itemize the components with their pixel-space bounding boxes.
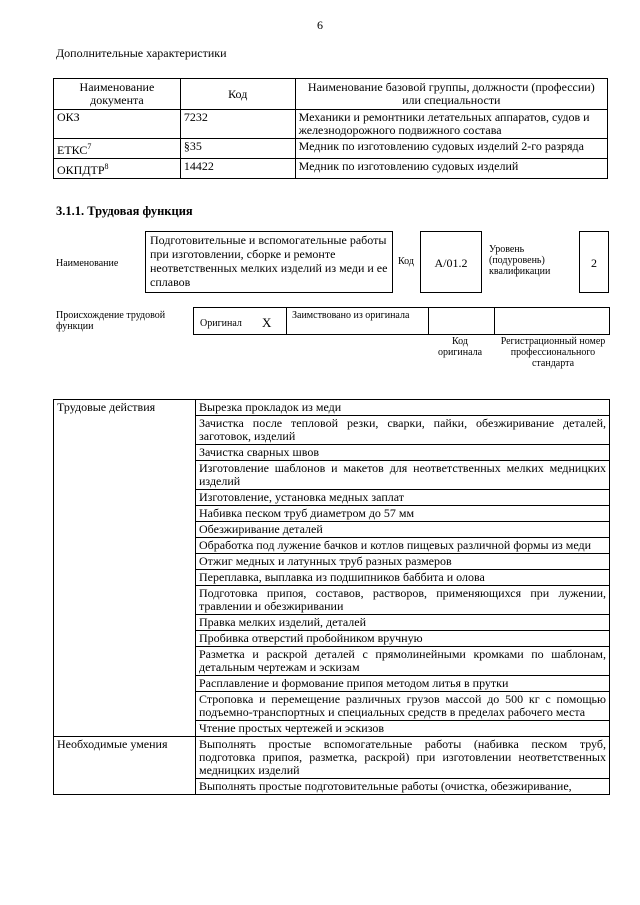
table-row xyxy=(54,400,610,416)
divider xyxy=(494,308,495,334)
level-label: Уровень (подуровень) квалификации xyxy=(489,244,551,277)
footnote-mark: 8 xyxy=(104,162,109,171)
table-row xyxy=(54,110,608,139)
code-label: Код xyxy=(398,256,414,267)
name-cell: Механики и ремонтники летательных аппаратов, судов и железнодорожного подвижного состава xyxy=(295,110,607,139)
borrowed-label: Заимствовано из оригинала xyxy=(292,310,410,321)
code-cell: §35 xyxy=(180,139,295,159)
list-item: Выполнять простые вспомогательные работы (набивка песком труб, подготовка припоя, разметка, раскрой) при изготовлении неответственных медницких изделий xyxy=(196,737,610,779)
list-item: Отжиг медных и латунных труб разных размеров xyxy=(196,554,610,570)
list-item: Вырезка прокладок из меди xyxy=(196,400,610,416)
original-mark: Х xyxy=(262,315,272,330)
origin-label: Происхождение трудовой функции xyxy=(56,310,166,332)
doc-cell: ОКЗ xyxy=(54,110,181,139)
divider xyxy=(428,308,429,334)
divider xyxy=(286,308,287,334)
function-code-box: А/01.2 xyxy=(420,231,482,293)
list-item: Набивка песком труб диаметром до 57 мм xyxy=(196,506,610,522)
list-item: Обработка под лужение бачков и котлов пищевых различной формы из меди xyxy=(196,538,610,554)
list-item: Чтение простых чертежей и эскизов xyxy=(196,721,610,737)
original-label: Оригинал xyxy=(200,318,242,329)
skills-label: Необходимые умения xyxy=(54,737,196,795)
actions-label: Трудовые действия xyxy=(54,400,196,737)
function-name-box: Подготовительные и вспомогательные работы при изготовлении, сборке и ремонте неответственных мелких изделий из меди и ее сплавов xyxy=(145,231,393,293)
list-item: Правка мелких изделий, деталей xyxy=(196,615,610,631)
level-value-box: 2 xyxy=(579,231,609,293)
footnote-mark: 7 xyxy=(87,142,92,151)
doc-cell: ЕТКС$^7$ xyxy=(54,139,181,159)
code-caption: Код оригинала xyxy=(437,336,483,358)
section-title: Дополнительные характеристики xyxy=(56,46,227,60)
list-item: Выполнять простые подготовительные работы (очистка, обезжиривание, xyxy=(196,779,610,795)
characteristics-table xyxy=(53,78,608,179)
page-number: 6 xyxy=(317,18,323,32)
name-cell: Медник по изготовлению судовых изделий 2-го разряда xyxy=(295,139,607,159)
doc-cell: ОКПДТР$^8$ xyxy=(54,159,181,179)
table-row xyxy=(54,139,608,159)
list-item: Переплавка, выплавка из подшипников баббита и олова xyxy=(196,570,610,586)
list-item: Изготовление шаблонов и макетов для неответственных мелких медницких изделий xyxy=(196,461,610,490)
header-name: Наименование базовой группы, должности (профессии) или специальности xyxy=(295,79,607,110)
name-cell: Медник по изготовлению судовых изделий xyxy=(295,159,607,179)
table-row xyxy=(54,159,608,179)
list-item: Обезжиривание деталей xyxy=(196,522,610,538)
list-item: Подготовка припоя, составов, растворов, применяющихся при лужении, травлении и обезжиривании xyxy=(196,586,610,615)
origin-row xyxy=(193,307,610,335)
table-row xyxy=(54,737,610,779)
reg-caption: Регистрационный номер профессионального стандарта xyxy=(500,336,606,369)
actions-table xyxy=(53,399,610,795)
header-doc: Наименование документа xyxy=(54,79,181,110)
code-cell: 14422 xyxy=(180,159,295,179)
list-item: Строповка и перемещение различных грузов массой до 500 кг с помощью подъемно-транспортных и специальных средств в пределах рабочего места xyxy=(196,692,610,721)
list-item: Разметка и раскрой деталей с прямолинейными кромками по шаблонам, детальным чертежам и эскизам xyxy=(196,647,610,676)
header-code: Код xyxy=(180,79,295,110)
function-title: 3.1.1. Трудовая функция xyxy=(56,204,193,218)
table-header-row xyxy=(54,79,608,110)
name-label: Наименование xyxy=(56,258,119,269)
list-item: Изготовление, установка медных заплат xyxy=(196,490,610,506)
list-item: Расплавление и формование припоя методом литья в прутки xyxy=(196,676,610,692)
list-item: Пробивка отверстий пробойником вручную xyxy=(196,631,610,647)
code-cell: 7232 xyxy=(180,110,295,139)
list-item: Зачистка после тепловой резки, сварки, пайки, обезжиривание деталей, заготовок, изделий xyxy=(196,416,610,445)
list-item: Зачистка сварных швов xyxy=(196,445,610,461)
